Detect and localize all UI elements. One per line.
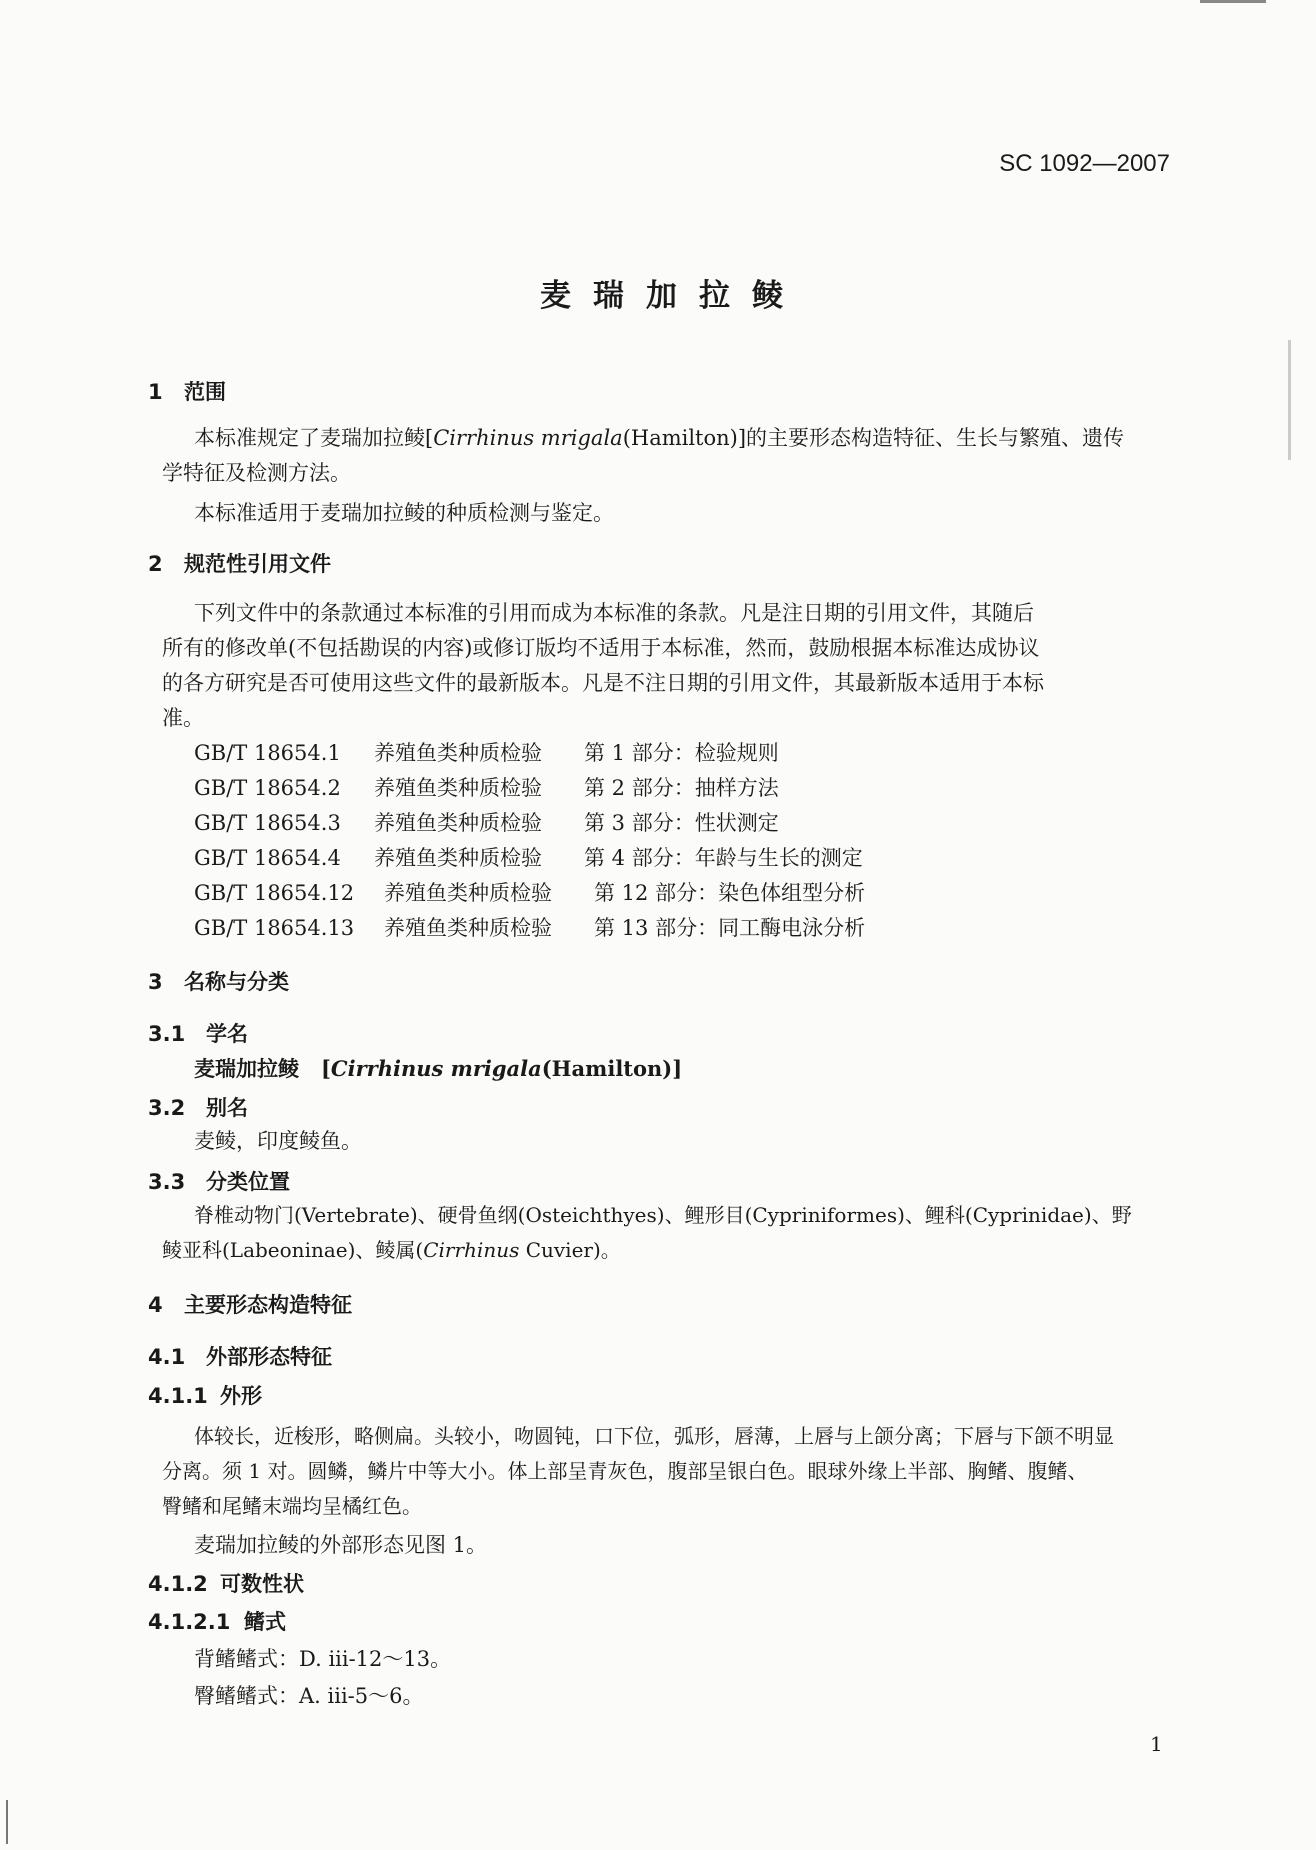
- section-1-heading: 1 范围: [148, 380, 226, 404]
- scientific-name: 麦瑞加拉鲮 [Cirrhinus mrigala(Hamilton)]: [194, 1056, 683, 1081]
- section-1-paragraph-1: 本标准规定了麦瑞加拉鲮[Cirrhinus mrigala(Hamilton)]的主要形态构造特征、生长与繁殖、遗传: [194, 426, 1125, 450]
- reference-item: GB/T 18654.2 养殖鱼类种质检验 第 2 部分：抽样方法: [194, 776, 779, 800]
- section-3-3-heading: 3.3 分类位置: [148, 1170, 290, 1194]
- standard-number: SC 1092—2007: [999, 150, 1170, 177]
- scan-edge-mark: [1288, 340, 1291, 460]
- reference-item: GB/T 18654.13 养殖鱼类种质检验 第 13 部分：同工酶电泳分析: [194, 916, 866, 940]
- section-4-1-1-heading: 4.1.1 外形: [148, 1384, 262, 1408]
- scan-edge-mark: [6, 1800, 8, 1844]
- section-2-line-4: 准。: [162, 706, 204, 730]
- section-3-heading: 3 名称与分类: [148, 970, 289, 994]
- section-3-2-heading: 3.2 别名: [148, 1096, 248, 1120]
- taxonomy-line-1: 脊椎动物门(Vertebrate)、硬骨鱼纲(Osteichthyes)、鲤形目(Cypriniformes)、鲤科(Cyprinidae)、野: [194, 1203, 1132, 1227]
- section-2-line-3: 的各方研究是否可使用这些文件的最新版本。凡是不注日期的引用文件，其最新版本适用于本标: [162, 671, 1044, 695]
- reference-list: [194, 736, 865, 946]
- shape-line-4: 麦瑞加拉鲮的外部形态见图 1。: [194, 1533, 488, 1557]
- section-1-paragraph-1-cont: 学特征及检测方法。: [162, 461, 351, 485]
- section-2-line-1: 下列文件中的条款通过本标准的引用而成为本标准的条款。凡是注日期的引用文件，其随后: [194, 601, 1034, 625]
- reference-item: GB/T 18654.12 养殖鱼类种质检验 第 12 部分：染色体组型分析: [194, 881, 866, 905]
- section-4-1-2-1-heading: 4.1.2.1 鳍式: [148, 1610, 286, 1634]
- section-4-1-heading: 4.1 外部形态特征: [148, 1345, 332, 1369]
- anal-fin-formula: 臀鳍鳍式：A. iii-5～6。: [194, 1684, 424, 1708]
- section-2-line-2: 所有的修改单(不包括勘误的内容)或修订版均不适用于本标准，然而，鼓励根据本标准达成协议: [162, 636, 1040, 660]
- reference-item: GB/T 18654.3 养殖鱼类种质检验 第 3 部分：性状测定: [194, 811, 779, 835]
- alias-text: 麦鲮，印度鲮鱼。: [194, 1129, 362, 1153]
- section-3-1-heading: 3.1 学名: [148, 1022, 248, 1046]
- page-number: 1: [1150, 1732, 1163, 1756]
- shape-line-3: 臀鳍和尾鳍末端均呈橘红色。: [162, 1494, 422, 1518]
- section-4-heading: 4 主要形态构造特征: [148, 1293, 352, 1317]
- section-1-paragraph-2: 本标准适用于麦瑞加拉鲮的种质检测与鉴定。: [194, 501, 614, 525]
- reference-item: GB/T 18654.1 养殖鱼类种质检验 第 1 部分：检验规则: [194, 741, 779, 765]
- section-2-heading: 2 规范性引用文件: [148, 552, 331, 576]
- page-title: 麦瑞加拉鲮: [540, 278, 805, 314]
- reference-item: GB/T 18654.4 养殖鱼类种质检验 第 4 部分：年龄与生长的测定: [194, 846, 863, 870]
- taxonomy-line-2: 鲮亚科(Labeoninae)、鲮属(Cirrhinus Cuvier)。: [162, 1238, 621, 1262]
- scan-edge-mark: [1200, 0, 1266, 3]
- dorsal-fin-formula: 背鳍鳍式：D. iii-12～13。: [194, 1647, 452, 1671]
- shape-line-1: 体较长，近梭形，略侧扁。头较小，吻圆钝，口下位，弧形，唇薄，上唇与上颌分离；下唇与下颌不明显: [194, 1424, 1114, 1448]
- section-4-1-2-heading: 4.1.2 可数性状: [148, 1572, 304, 1596]
- shape-line-2: 分离。须 1 对。圆鳞，鳞片中等大小。体上部呈青灰色，腹部呈银白色。眼球外缘上半部、胸鳍、腹鳍、: [162, 1459, 1088, 1483]
